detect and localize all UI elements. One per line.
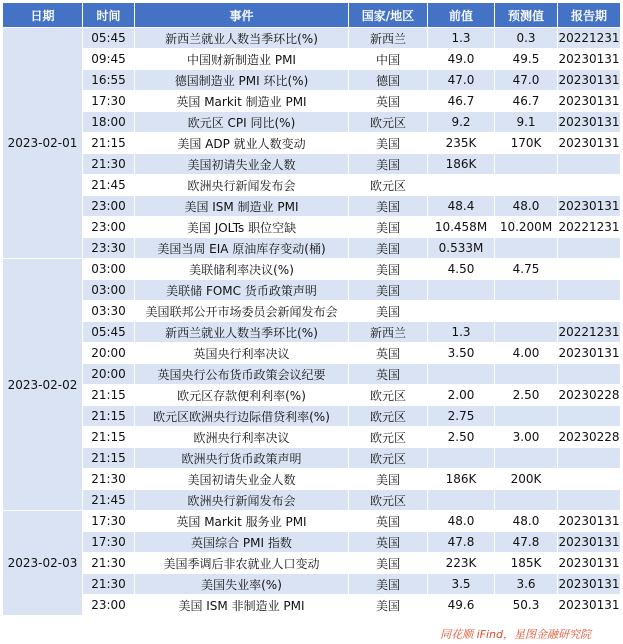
previous-cell: 47.0: [428, 70, 495, 91]
forecast-cell: 50.3: [495, 595, 558, 616]
forecast-cell: 48.0: [495, 511, 558, 532]
time-cell: 21:30: [83, 154, 135, 175]
report-period-cell: [558, 175, 621, 196]
time-cell: 23:30: [83, 238, 135, 259]
region-cell: 美国: [349, 217, 428, 238]
time-cell: 21:45: [83, 490, 135, 511]
report-period-cell: [558, 238, 621, 259]
table-row: [3, 427, 621, 448]
forecast-cell: 49.5: [495, 49, 558, 70]
previous-cell: 0.533M: [428, 238, 495, 259]
table-row: [3, 322, 621, 343]
table-row: [3, 364, 621, 385]
region-cell: 美国: [349, 196, 428, 217]
report-period-cell: 20221231: [558, 322, 621, 343]
event-cell: 美国 ADP 就业人数变动: [135, 133, 349, 154]
forecast-cell: 200K: [495, 469, 558, 490]
region-cell: 新西兰: [349, 322, 428, 343]
previous-cell: 186K: [428, 469, 495, 490]
previous-cell: [428, 280, 495, 301]
previous-cell: 2.75: [428, 406, 495, 427]
table-row: [3, 343, 621, 364]
region-cell: 英国: [349, 511, 428, 532]
forecast-cell: 48.0: [495, 196, 558, 217]
event-cell: 美国 ISM 非制造业 PMI: [135, 595, 349, 616]
event-cell: 英国 Markit 制造业 PMI: [135, 91, 349, 112]
header-region: 国家/地区: [349, 3, 428, 28]
report-period-cell: [558, 259, 621, 280]
region-cell: 欧元区: [349, 427, 428, 448]
forecast-cell: [495, 154, 558, 175]
region-cell: 英国: [349, 91, 428, 112]
report-period-cell: 20221231: [558, 28, 621, 49]
time-cell: 21:15: [83, 385, 135, 406]
date-cell: 2023-02-02: [3, 259, 83, 511]
time-cell: 23:00: [83, 595, 135, 616]
event-cell: 英国 Markit 服务业 PMI: [135, 511, 349, 532]
report-period-cell: [558, 280, 621, 301]
previous-cell: 46.7: [428, 91, 495, 112]
report-period-cell: 20230131: [558, 196, 621, 217]
table-row: [3, 595, 621, 616]
time-cell: 21:30: [83, 553, 135, 574]
event-cell: 德国制造业 PMI 环比(%): [135, 70, 349, 91]
region-cell: 新西兰: [349, 28, 428, 49]
region-cell: 英国: [349, 364, 428, 385]
report-period-cell: [558, 406, 621, 427]
event-cell: 美联储利率决议(%): [135, 259, 349, 280]
region-cell: 美国: [349, 553, 428, 574]
previous-cell: 235K: [428, 133, 495, 154]
time-cell: 09:45: [83, 49, 135, 70]
table-row: [3, 301, 621, 322]
previous-cell: 10.458M: [428, 217, 495, 238]
report-period-cell: [558, 301, 621, 322]
report-period-cell: 20221231: [558, 217, 621, 238]
time-cell: 05:45: [83, 322, 135, 343]
forecast-cell: 2.50: [495, 385, 558, 406]
forecast-cell: [495, 322, 558, 343]
region-cell: 欧元区: [349, 448, 428, 469]
forecast-cell: 46.7: [495, 91, 558, 112]
report-period-cell: [558, 154, 621, 175]
source-note: 同花顺 iFind，星图金融研究院: [440, 628, 591, 641]
header-event: 事件: [135, 3, 349, 28]
forecast-cell: 9.1: [495, 112, 558, 133]
table-row: [3, 406, 621, 427]
forecast-cell: 4.00: [495, 343, 558, 364]
time-cell: 21:15: [83, 427, 135, 448]
event-cell: 英国央行公布货币政策会议纪要: [135, 364, 349, 385]
previous-cell: 49.6: [428, 595, 495, 616]
previous-cell: 1.3: [428, 28, 495, 49]
region-cell: 欧元区: [349, 406, 428, 427]
table-row: [3, 175, 621, 196]
region-cell: 美国: [349, 133, 428, 154]
forecast-cell: [495, 301, 558, 322]
forecast-cell: [495, 448, 558, 469]
previous-cell: 47.8: [428, 532, 495, 553]
time-cell: 17:30: [83, 511, 135, 532]
forecast-cell: 3.6: [495, 574, 558, 595]
time-cell: 21:15: [83, 448, 135, 469]
table-row: [3, 154, 621, 175]
header-report-period: 报告期: [558, 3, 621, 28]
event-cell: 美国季调后非农就业人口变动: [135, 553, 349, 574]
time-cell: 21:30: [83, 469, 135, 490]
economic-calendar-table: [2, 2, 621, 616]
report-period-cell: 20230131: [558, 532, 621, 553]
table-row: [3, 259, 621, 280]
time-cell: 21:45: [83, 175, 135, 196]
table-row: [3, 490, 621, 511]
event-cell: 新西兰就业人数当季环比(%): [135, 28, 349, 49]
previous-cell: 3.50: [428, 343, 495, 364]
header-forecast: 预测值: [495, 3, 558, 28]
forecast-cell: 10.200M: [495, 217, 558, 238]
report-period-cell: 20230228: [558, 385, 621, 406]
table-row: [3, 532, 621, 553]
report-period-cell: 20230131: [558, 133, 621, 154]
forecast-cell: [495, 490, 558, 511]
report-period-cell: 20230131: [558, 91, 621, 112]
table-row: [3, 469, 621, 490]
previous-cell: 1.3: [428, 322, 495, 343]
time-cell: 16:55: [83, 70, 135, 91]
table-row: [3, 70, 621, 91]
report-period-cell: 20230131: [558, 70, 621, 91]
time-cell: 21:15: [83, 406, 135, 427]
table-row: [3, 196, 621, 217]
previous-cell: 48.0: [428, 511, 495, 532]
table-row: [3, 448, 621, 469]
previous-cell: 2.00: [428, 385, 495, 406]
time-cell: 17:30: [83, 91, 135, 112]
previous-cell: [428, 301, 495, 322]
table-row: [3, 385, 621, 406]
forecast-cell: 170K: [495, 133, 558, 154]
previous-cell: 48.4: [428, 196, 495, 217]
date-cell: 2023-02-03: [3, 511, 83, 616]
event-cell: 美国 JOLTs 职位空缺: [135, 217, 349, 238]
previous-cell: 3.5: [428, 574, 495, 595]
previous-cell: [428, 490, 495, 511]
event-cell: 欧洲央行新闻发布会: [135, 175, 349, 196]
forecast-cell: [495, 406, 558, 427]
region-cell: 欧元区: [349, 175, 428, 196]
event-cell: 英国综合 PMI 指数: [135, 532, 349, 553]
event-cell: 美国当周 EIA 原油库存变动(桶): [135, 238, 349, 259]
report-period-cell: 20230131: [558, 595, 621, 616]
region-cell: 德国: [349, 70, 428, 91]
table-row: [3, 280, 621, 301]
time-cell: 23:00: [83, 217, 135, 238]
forecast-cell: [495, 364, 558, 385]
region-cell: 美国: [349, 301, 428, 322]
report-period-cell: 20230131: [558, 343, 621, 364]
event-cell: 美国 ISM 制造业 PMI: [135, 196, 349, 217]
event-cell: 美国联邦公开市场委员会新闻发布会: [135, 301, 349, 322]
table-row: [3, 238, 621, 259]
report-period-cell: [558, 364, 621, 385]
report-period-cell: [558, 490, 621, 511]
forecast-cell: 3.00: [495, 427, 558, 448]
region-cell: 欧元区: [349, 490, 428, 511]
region-cell: 美国: [349, 574, 428, 595]
event-cell: 欧洲央行货币政策声明: [135, 448, 349, 469]
report-period-cell: 20230131: [558, 574, 621, 595]
time-cell: 20:00: [83, 343, 135, 364]
region-cell: 美国: [349, 595, 428, 616]
event-cell: 欧洲央行利率决议: [135, 427, 349, 448]
region-cell: 美国: [349, 259, 428, 280]
event-cell: 美国初请失业金人数: [135, 469, 349, 490]
time-cell: 21:30: [83, 574, 135, 595]
time-cell: 05:45: [83, 28, 135, 49]
region-cell: 美国: [349, 238, 428, 259]
forecast-cell: [495, 280, 558, 301]
event-cell: 欧元区存款便利利率(%): [135, 385, 349, 406]
forecast-cell: 47.8: [495, 532, 558, 553]
report-period-cell: 20230131: [558, 49, 621, 70]
region-cell: 英国: [349, 343, 428, 364]
table-row: [3, 91, 621, 112]
report-period-cell: [558, 448, 621, 469]
region-cell: 欧元区: [349, 112, 428, 133]
forecast-cell: 47.0: [495, 70, 558, 91]
table-row: [3, 574, 621, 595]
region-cell: 中国: [349, 49, 428, 70]
event-cell: 欧元区 CPI 同比(%): [135, 112, 349, 133]
table-row: [3, 511, 621, 532]
event-cell: 中国财新制造业 PMI: [135, 49, 349, 70]
table-row: [3, 217, 621, 238]
time-cell: 03:00: [83, 259, 135, 280]
table-body: [3, 28, 621, 616]
table-row: [3, 49, 621, 70]
previous-cell: 186K: [428, 154, 495, 175]
event-cell: 欧元区欧洲央行边际借贷利率(%): [135, 406, 349, 427]
header-time: 时间: [83, 3, 135, 28]
header-previous: 前值: [428, 3, 495, 28]
region-cell: 英国: [349, 532, 428, 553]
event-cell: 英国央行利率决议: [135, 343, 349, 364]
previous-cell: [428, 364, 495, 385]
previous-cell: [428, 175, 495, 196]
previous-cell: 9.2: [428, 112, 495, 133]
time-cell: 21:15: [83, 133, 135, 154]
previous-cell: [428, 448, 495, 469]
report-period-cell: [558, 469, 621, 490]
previous-cell: 223K: [428, 553, 495, 574]
header-row: [3, 3, 621, 28]
previous-cell: 2.50: [428, 427, 495, 448]
event-cell: 新西兰就业人数当季环比(%): [135, 322, 349, 343]
previous-cell: 4.50: [428, 259, 495, 280]
region-cell: 美国: [349, 469, 428, 490]
report-period-cell: 20230228: [558, 427, 621, 448]
time-cell: 03:30: [83, 301, 135, 322]
table-row: [3, 112, 621, 133]
table-row: [3, 28, 621, 49]
header-date: 日期: [3, 3, 83, 28]
report-period-cell: 20230131: [558, 553, 621, 574]
report-period-cell: 20230131: [558, 112, 621, 133]
date-cell: 2023-02-01: [3, 28, 83, 259]
time-cell: 03:00: [83, 280, 135, 301]
time-cell: 23:00: [83, 196, 135, 217]
time-cell: 17:30: [83, 532, 135, 553]
region-cell: 美国: [349, 154, 428, 175]
time-cell: 18:00: [83, 112, 135, 133]
forecast-cell: [495, 175, 558, 196]
report-period-cell: 20230131: [558, 511, 621, 532]
previous-cell: 49.0: [428, 49, 495, 70]
forecast-cell: 4.75: [495, 259, 558, 280]
region-cell: 欧元区: [349, 385, 428, 406]
event-cell: 美国失业率(%): [135, 574, 349, 595]
event-cell: 美国初请失业金人数: [135, 154, 349, 175]
region-cell: 美国: [349, 280, 428, 301]
event-cell: 欧洲央行新闻发布会: [135, 490, 349, 511]
forecast-cell: 185K: [495, 553, 558, 574]
forecast-cell: [495, 238, 558, 259]
event-cell: 美联储 FOMC 货币政策声明: [135, 280, 349, 301]
forecast-cell: 0.3: [495, 28, 558, 49]
time-cell: 20:00: [83, 364, 135, 385]
table-row: [3, 133, 621, 154]
table-row: [3, 553, 621, 574]
